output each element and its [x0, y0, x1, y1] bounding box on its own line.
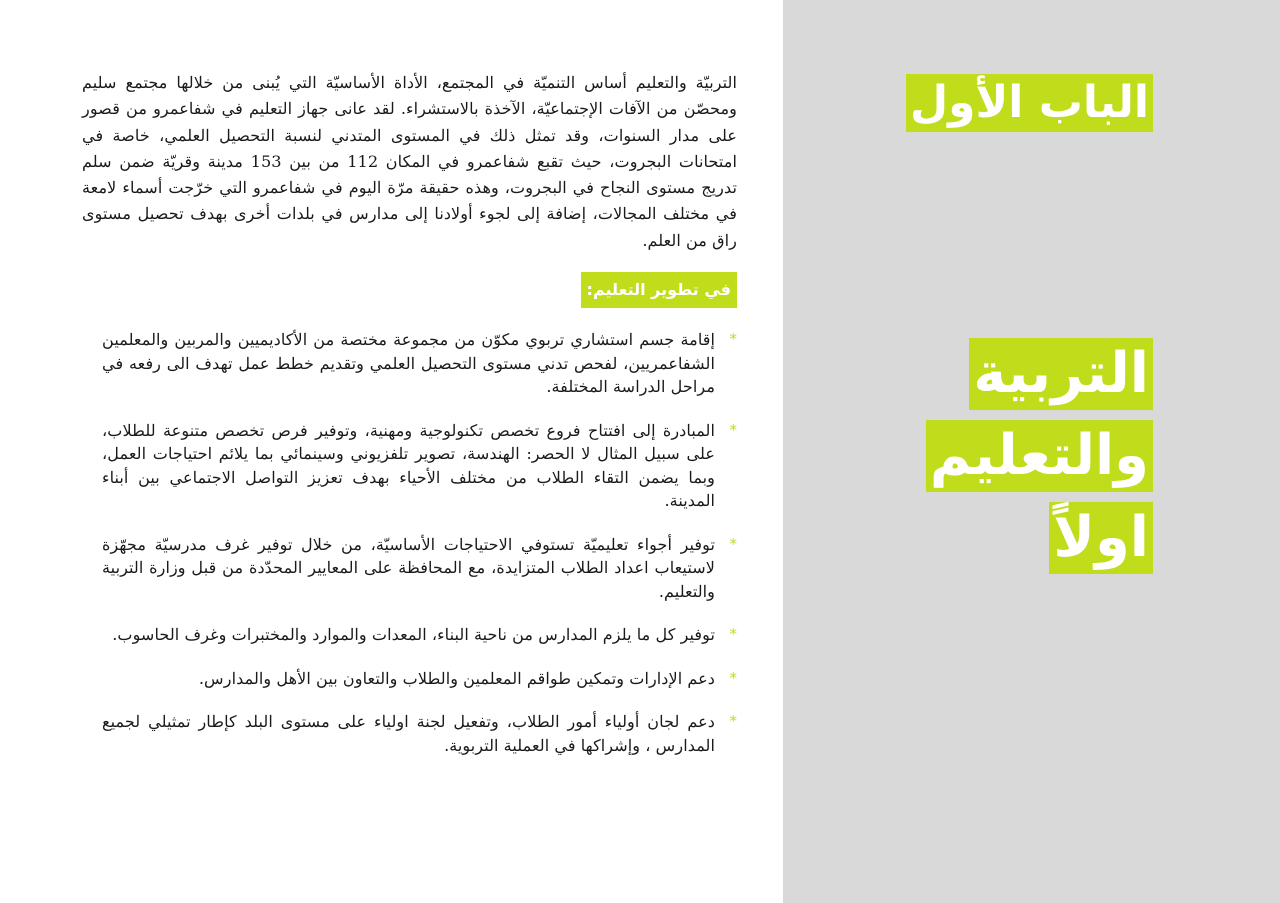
title-line: التربية: [969, 338, 1153, 410]
bullet-star-icon: *: [729, 534, 737, 553]
list-item: [102, 533, 737, 604]
title-line: والتعليم: [926, 420, 1153, 492]
bullet-star-icon: *: [729, 420, 737, 439]
title-line: اولاً: [1049, 502, 1153, 574]
section-heading: في تطوير التعليم:: [581, 272, 737, 308]
list-item: [102, 710, 737, 757]
bullet-star-icon: *: [729, 712, 737, 731]
list-item: [102, 328, 737, 399]
list-item-text: دعم لجان أولياء أمور الطلاب، وتفعيل لجنة اولياء على مستوى البلد كإطار تمثيلي لجميع المدارس ، وإشراكها في العملية التربوية.: [102, 712, 715, 755]
main-content: [82, 70, 737, 777]
bullet-star-icon: *: [729, 625, 737, 644]
list-item-text: توفير كل ما يلزم المدارس من ناحية البناء، المعدات والموارد والمختبرات وغرف الحاسوب.: [112, 625, 715, 645]
chapter-title: [813, 338, 1153, 584]
list-item-text: المبادرة إلى افتتاح فروع تخصص تكنولوجية ومهنية، وتوفير فرص تخصص متنوعة للطلاب، على سبيل المثال لا الحصر: الهندسة، تصوير تلفزيوني وسينمائي بما يلائم احتياجات العمل، وبما يضمن التقاء الطلاب من مختلف الأحياء بهدف تعزيز التواصل الاجتماعي بين أبناء المدينة.: [102, 420, 715, 511]
bullet-star-icon: *: [729, 330, 737, 349]
section-heading-wrap: [82, 272, 737, 308]
list-item-text: توفير أجواء تعليميّة تستوفي الاحتياجات الأساسيّة، من خلال توفير غرف مدرسيّة مجهّزة لاستيعاب اعداد الطلاب المتزايدة، مع المحافظة على المعايير المحدّدة من قبل وزارة التربية والتعليم.: [102, 534, 715, 601]
intro-paragraph: التربيّة والتعليم أساس التنميّة في المجتمع، الأداة الأساسيّة التي يُبنى من خلالها مجتمع سليم ومحصّن من الآفات الإجتماعيّة، الآخذة بالاستشراء. لقد عانى جهاز التعليم في شفاعمرو من قصور على مدار السنوات، وقد تمثل ذلك في المستوى المتدني لنسبة التحصيل العلمي، خاصة في امتحانات البجروت، حيث تقبع شفاعمرو في المكان 112 من بين 153 مدينة وقريّة ضمن سلم تدريج مستوى النجاح في البجروت، وهذه حقيقة مرّة اليوم في شفاعمرو التي خرّجت أسماء لامعة في مختلف المجالات، إضافة إلى لجوء أولادنا إلى مدارس في بلدات أخرى بهدف تحصيل مستوى راق من العلم.: [82, 73, 737, 250]
list-item: [102, 667, 737, 691]
bullet-list: [82, 328, 737, 757]
list-item-text: دعم الإدارات وتمكين طواقم المعلمين والطلاب والتعاون بين الأهل والمدارس.: [198, 668, 715, 688]
bullet-star-icon: *: [729, 668, 737, 687]
list-item: [102, 623, 737, 647]
list-item: [102, 419, 737, 513]
chapter-label: الباب الأول: [906, 74, 1153, 132]
list-item-text: إقامة جسم استشاري تربوي مكوّن من مجموعة مختصة من الأكاديميين والمربين والمعلمين الشفاعمريين، لفحص تدني مستوى التحصيل العلمي وتقديم خطط عمل تهدف الى رفعه في مراحل الدراسة المختلفة.: [102, 330, 715, 397]
